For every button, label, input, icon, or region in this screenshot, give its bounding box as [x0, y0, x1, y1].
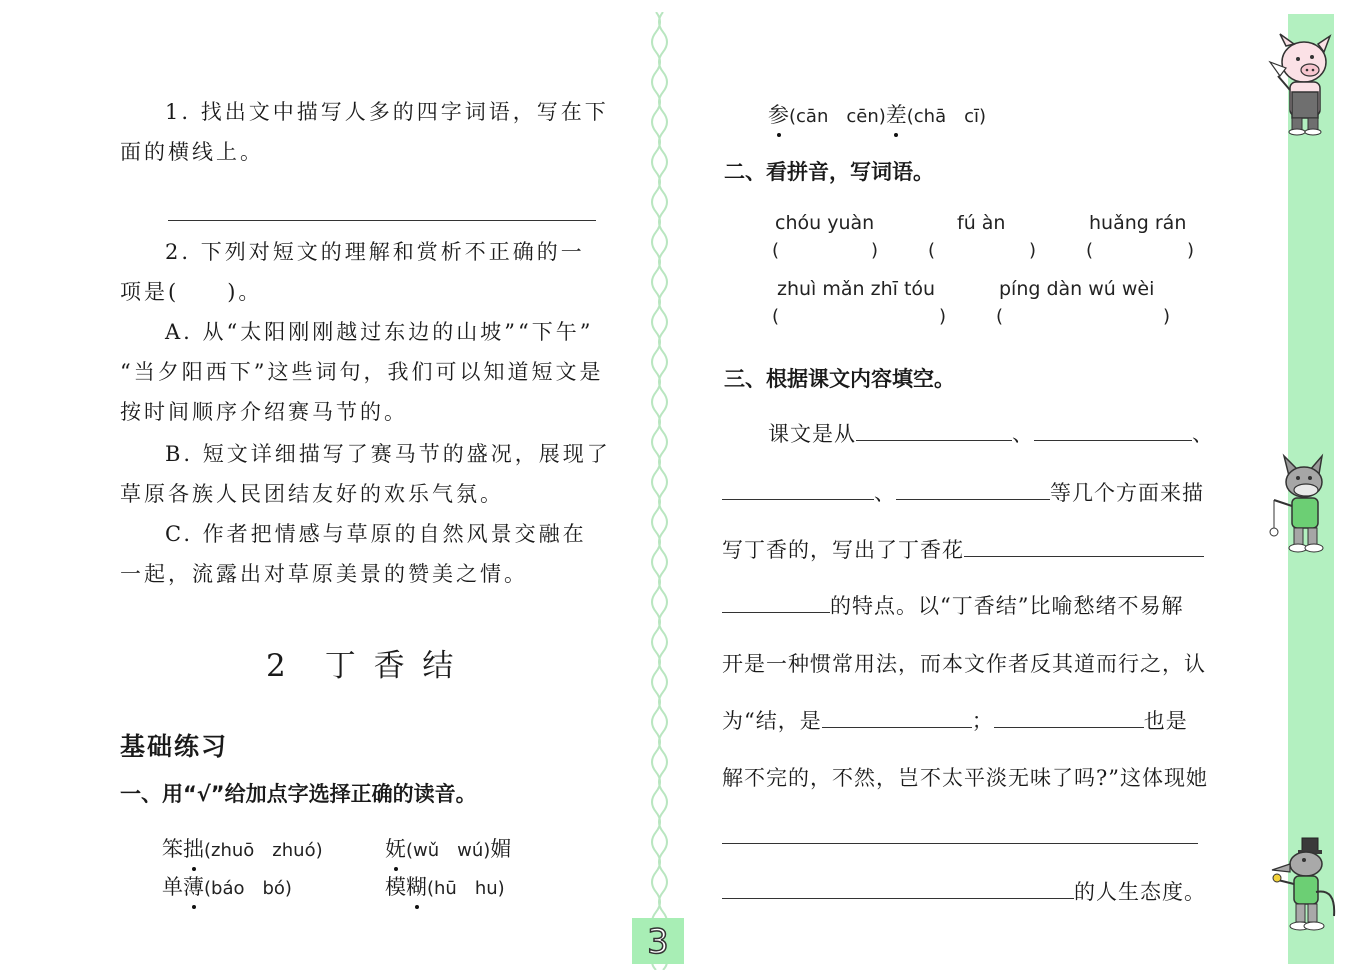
lesson-title: 2 丁 香 结 [266, 648, 458, 684]
dotted-char: 妩 [385, 833, 406, 863]
pronunciation-item-1 [162, 833, 323, 863]
reading-options[interactable]: (báo bó) [204, 878, 292, 899]
reading-options[interactable]: (wǔ wú) [406, 840, 491, 861]
page-fold-divider [650, 12, 670, 970]
fill-blank[interactable] [722, 592, 830, 613]
fill-text: 、 [1192, 422, 1214, 446]
pronunciation-item-3 [162, 871, 292, 901]
option-a-line1: A. 从“太阳刚刚越过东边的山坡”“下午” [165, 320, 594, 344]
item-char: 笨 [162, 837, 183, 861]
reading-options[interactable]: (chā cī) [906, 106, 987, 127]
fill-text: 写丁香的，写出了丁香花 [722, 538, 964, 562]
answer-paren-box[interactable]: ( ) [1086, 240, 1194, 261]
pig-cartoon-icon [1256, 32, 1340, 136]
q1-text-line1: 1. 找出文中描写人多的四字词语，写在下 [165, 100, 609, 124]
dotted-char: 参 [768, 99, 789, 129]
exercise-1-title: 一、用“√”给加点字选择正确的读音。 [120, 782, 477, 806]
fill-line-7: 解不完的，不然，岂不太平淡无味了吗?”这体现她 [722, 766, 1208, 790]
item-char: 模 [385, 875, 406, 899]
fill-blank[interactable] [856, 420, 1012, 441]
answer-paren-box[interactable]: ( ) [928, 240, 1036, 261]
fill-blank[interactable] [994, 707, 1144, 728]
fill-text: 的人生态度。 [1074, 880, 1206, 904]
fill-text: 课文是从 [768, 422, 856, 446]
pinyin-label: chóu yuàn [775, 212, 875, 234]
q2-text-line1: 2. 下列对短文的理解和赏析不正确的一 [165, 240, 585, 264]
page-number: 3 [647, 922, 669, 962]
pinyin-label: píng dàn wú wèi [999, 278, 1155, 300]
fill-line-4 [722, 590, 1183, 620]
fill-text: ； [971, 709, 994, 733]
pronunciation-item-2 [385, 833, 511, 863]
item-char: 单 [162, 875, 183, 899]
answer-paren-box[interactable]: ( ) [772, 306, 946, 327]
reading-options[interactable]: (zhuō zhuó) [204, 840, 323, 861]
fill-text: 也是 [1143, 709, 1188, 733]
reading-options[interactable]: (hū hu) [427, 878, 505, 899]
option-c-line1: C. 作者把情感与草原的自然风景交融在 [165, 522, 587, 546]
dotted-char: 差 [886, 99, 907, 129]
pronunciation-item-5 [768, 99, 986, 129]
fill-blank-full-line[interactable] [722, 843, 1198, 844]
option-a-line3: 按时间顺序介绍赛马节的。 [120, 400, 408, 424]
fill-text: 等几个方面来描 [1050, 481, 1204, 505]
pinyin-label: huǎng rán [1089, 212, 1187, 234]
fill-text: 为“结，是 [722, 709, 822, 733]
pinyin-label: fú àn [957, 212, 1006, 234]
fill-line-1 [768, 418, 1214, 448]
dotted-char: 薄 [183, 871, 204, 901]
q1-text-line2: 面的横线上。 [120, 140, 264, 164]
fill-blank[interactable] [896, 479, 1050, 500]
dotted-char: 拙 [183, 833, 204, 863]
option-b-line2: 草原各族人民团结友好的欢乐气氛。 [120, 482, 504, 506]
fill-blank[interactable] [722, 878, 1074, 899]
q2-text-line2: 项是( )。 [120, 280, 263, 304]
fill-blank[interactable] [964, 536, 1204, 557]
item-char: 媚 [490, 837, 512, 861]
fill-blank[interactable] [822, 707, 972, 728]
fill-line-9 [722, 876, 1206, 906]
option-c-line2: 一起，流露出对草原美景的赞美之情。 [120, 562, 528, 586]
section-title: 基础练习 [120, 732, 229, 761]
fill-line-2 [722, 477, 1204, 507]
fill-blank[interactable] [722, 479, 874, 500]
fill-text: 、 [1012, 422, 1034, 446]
fill-text: 、 [874, 481, 896, 505]
fill-line-5: 开是一种惯常用法，而本文作者反其道而行之，认 [722, 652, 1206, 676]
fill-text: 的特点。以“丁香结”比喻愁绪不易解 [830, 594, 1184, 618]
q1-answer-line[interactable] [168, 220, 596, 221]
exercise-3-title: 三、根据课文内容填空。 [724, 367, 955, 391]
option-a-line2: “当夕阳西下”这些词句，我们可以知道短文是 [120, 360, 604, 384]
fill-line-6 [722, 705, 1188, 735]
answer-paren-box[interactable]: ( ) [772, 240, 878, 261]
dotted-char: 糊 [406, 871, 427, 901]
fox-cartoon-icon [1260, 832, 1342, 936]
reading-options[interactable]: (cān cēn) [789, 106, 886, 127]
pinyin-label: zhuì mǎn zhī tóu [777, 278, 936, 300]
answer-paren-box[interactable]: ( ) [996, 306, 1170, 327]
wolf-cartoon-icon [1264, 450, 1340, 558]
fill-blank[interactable] [1034, 420, 1192, 441]
pronunciation-item-4 [385, 871, 505, 901]
exercise-2-title: 二、看拼音，写词语。 [724, 160, 934, 184]
fill-line-3 [722, 534, 1204, 564]
option-b-line1: B. 短文详细描写了赛马节的盛况，展现了 [165, 442, 611, 466]
